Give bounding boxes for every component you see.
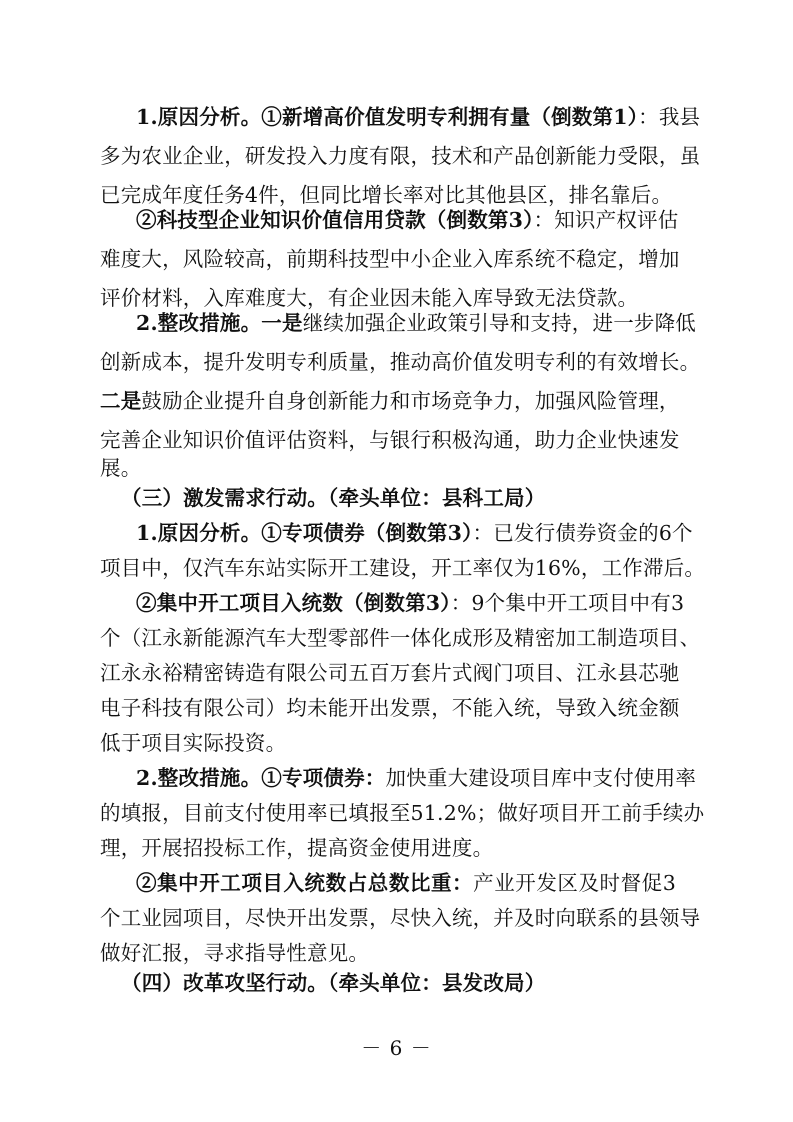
paragraph-line: 难度大，风险较高，前期科技型中小企业入库系统不稳定，增加: [100, 247, 680, 271]
paragraph-line: 项目中，仅汽车东站实际开工建设，开工率仅为16%，工作滞后。: [100, 556, 706, 580]
paragraph-heading: ②集中开工项目入统数占总数比重：: [136, 871, 474, 895]
paragraph-line: [100, 384, 680, 418]
paragraph-line: [136, 100, 701, 134]
paragraph-line: 个工业园项目，尽快开出发票，尽快入统，并及时向联系的县领导: [100, 906, 701, 930]
paragraph-line: 电子科技有限公司）均未能开出发票，不能入统，导致入统金额: [100, 696, 680, 720]
paragraph-line: [136, 306, 697, 340]
paragraph-line: 创新成本，提升发明专利质量，推动高价值发明专利的有效增长。: [100, 350, 701, 374]
paragraph-line: 理，开展招投标工作，提高资金使用进度。: [100, 836, 494, 860]
paragraph-line: 个（江永新能源汽车大型零部件一体化成形及精密加工制造项目、: [100, 626, 701, 650]
paragraph-line: 做好汇报，寻求指导性意见。: [100, 941, 370, 965]
paragraph-heading: 1.原因分析。①专项债券（倒数第3）: [136, 521, 473, 545]
paragraph-text: ：我县: [638, 105, 701, 129]
paragraph-heading: ②科技型企业知识价值信用贷款（倒数第3）: [136, 208, 534, 232]
paragraph-line: [136, 761, 697, 795]
paragraph-text: ：已发行债券资金的6个: [472, 521, 693, 545]
paragraph-text: 加快重大建设项目库中支付使用率: [385, 766, 697, 790]
paragraph-line: [136, 516, 693, 550]
paragraph-line: 多为农业企业，研发投入力度有限，技术和产品创新能力受限，虽: [100, 144, 701, 168]
paragraph-text: 产业开发区及时督促3: [473, 871, 676, 895]
paragraph-line: [136, 866, 676, 900]
paragraph-text: 继续加强企业政策引导和支持，进一步降低: [302, 311, 697, 335]
paragraph-text: 鼓励企业提升自身创新能力和市场竞争力，加强风险管理，: [141, 389, 680, 413]
paragraph-line: [136, 586, 685, 620]
paragraph-text: ：9个集中开工项目中有3: [450, 591, 685, 615]
page-number: － 6 －: [361, 1036, 432, 1060]
paragraph-line: 评价材料，入库难度大，有企业因未能入库导致无法贷款。: [100, 286, 639, 310]
paragraph-line: 展。: [100, 456, 142, 480]
section-title: （四）改革攻坚行动。（牵头单位：县发改局）: [121, 971, 546, 995]
paragraph-line: 已完成年度任务4件，但同比增长率对比其他县区，排名靠后。: [100, 183, 673, 207]
paragraph-heading: 2.整改措施。一是: [136, 311, 303, 335]
paragraph-heading: ②集中开工项目入统数（倒数第3）: [136, 591, 451, 615]
paragraph-line: 的填报，目前支付使用率已填报至51.2%；做好项目开工前手续办: [100, 801, 705, 825]
paragraph-heading: 1.原因分析。①新增高价值发明专利拥有量（倒数第1）: [136, 105, 639, 129]
paragraph-line: 江永永裕精密铸造有限公司五百万套片式阀门项目、江永县芯驰: [100, 661, 680, 685]
paragraph-heading: 二是: [100, 389, 142, 413]
paragraph-line: 完善企业知识价值评估资料，与银行积极沟通，助力企业快速发: [100, 428, 680, 452]
section-title: （三）激发需求行动。（牵头单位：县科工局）: [121, 486, 546, 510]
paragraph-text: ：知识产权评估: [533, 208, 679, 232]
paragraph-line: 低于项目实际投资。: [100, 731, 287, 755]
paragraph-line: [136, 203, 679, 237]
paragraph-heading: 2.整改措施。①专项债券：: [136, 766, 386, 790]
